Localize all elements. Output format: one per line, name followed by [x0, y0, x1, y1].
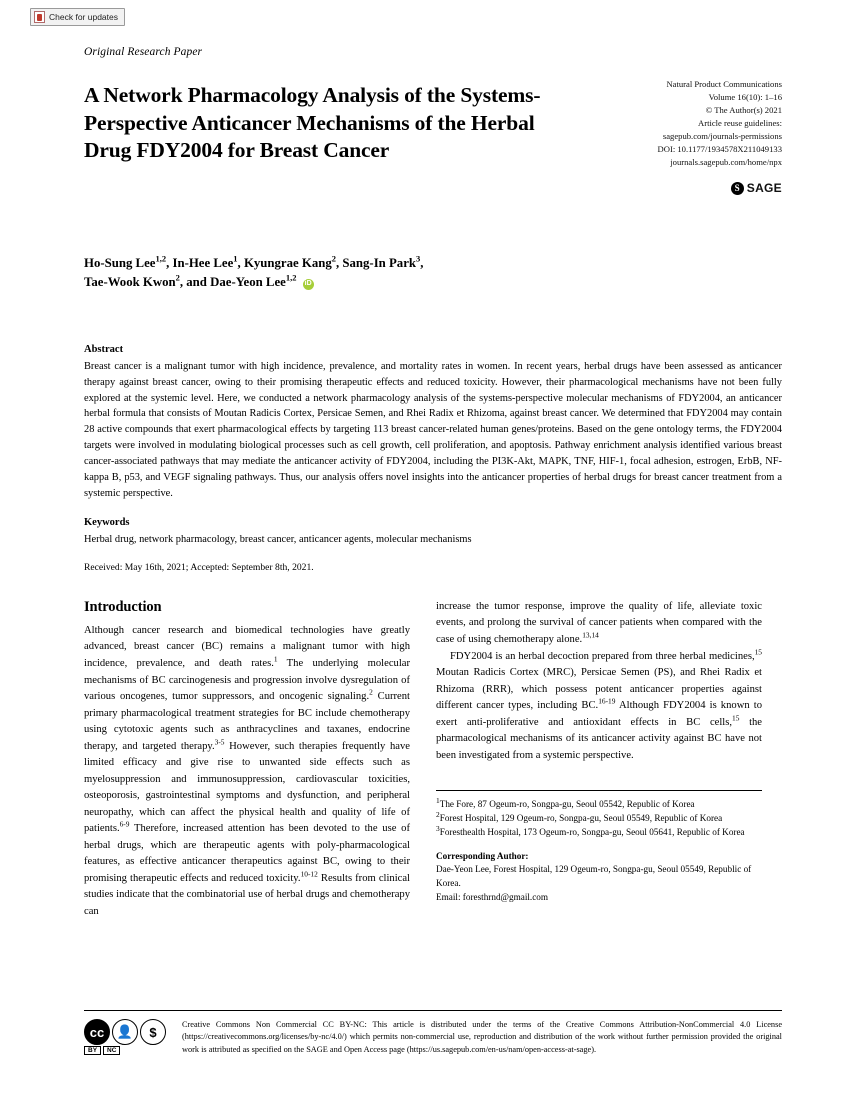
author-name-2[interactable]: In-Hee Lee$^1$ [172, 253, 238, 270]
author-list: Ho-Sung Lee$^{1,2}$, In-Hee Lee$^1$, Kyungrae Kang$^2$, Sang-In Park$^3$, Tae-Wook Kwon$^2$, and Dae-Yeon Lee$^{1,2}$ iD [84, 253, 424, 289]
cc-by-person-icon: 👤 [112, 1019, 138, 1045]
abstract-section [84, 344, 782, 501]
permissions-link[interactable]: sagepub.com/journals-permissions [662, 131, 782, 142]
sage-logo [607, 179, 782, 197]
author-name-4[interactable]: Sang-In Park$^3$ [342, 253, 421, 270]
cc-label-nc: NC [103, 1046, 120, 1055]
article-columns [84, 599, 782, 920]
title-and-journal-block [84, 76, 782, 198]
corresponding-author-email[interactable]: Email: foresthrnd@gmail.com [436, 891, 549, 902]
journal-name: Natural Product Communications [666, 79, 782, 89]
orcid-icon[interactable]: iD [303, 279, 314, 290]
author-name-5[interactable]: Tae-Wook Kwon$^2$ [84, 272, 180, 289]
author-name-1[interactable]: Ho-Sung Lee$^{1,2}$ [84, 253, 167, 270]
cc-icon: cc [84, 1019, 110, 1045]
keywords-section [84, 517, 782, 548]
cc-label-by: BY [84, 1046, 101, 1055]
keywords-text: Herbal drug, network pharmacology, breast cancer, anticancer agents, molecular mechanisms [84, 534, 472, 546]
author-name-3[interactable]: Kyungrae Kang$^2$ [243, 253, 336, 270]
reuse-guidelines-label: Article reuse guidelines: [698, 118, 782, 129]
intro-paragraph-3: FDY2004 is an herbal decoction prepared from three herbal medicines,$^{15}$ Moutan Radicis Cortex (MRC), Persicae Semen (PS), and Rhei Radix et Rhizoma (RRR), which possess potent anticancer properties against different cancer types, including BC.$^{16-19}$ Although FDY2004 is known to exert anti-proliferative and antioxidant effects in BC cells,$^{15}$ the pharmacological mechanisms of its anticancer activity against BC have not been investigated from a systemic perspective. [436, 646, 763, 761]
affiliation-3: $^3$Foresthealth Hospital, 173 Ogeum-ro, Songpa-gu, Seoul 05641, Republic of Korea [436, 823, 745, 837]
check-for-updates-label: Check for updates [49, 12, 118, 22]
column-left [84, 599, 410, 920]
introduction-heading: Introduction [84, 598, 162, 615]
keywords-heading: Keywords [84, 517, 130, 529]
affiliation-1: $^1$The Fore, 87 Ogeum-ro, Songpa-gu, Seoul 05542, Republic of Korea [436, 796, 695, 810]
sage-wordmark: SAGE [746, 181, 782, 196]
intro-paragraph-1: Although cancer research and biomedical technologies have greatly advanced, breast cancer (BC) remains a malignant tumor with high incidence, prevalence, and death rates.$^1$ The underlying molecular mechanisms of BC carcinogenesis and progression involve dysregulation of various oncogenes, tumor suppressors, and oncogenic signaling.$^2$ Current primary pharmacological treatment strategies for BC include chemotherapy using cytotoxic agents such as anthracyclines and taxanes, endocrine therapy, and targeted therapy.$^{3-5}$ However, such therapies frequently have limited efficacy and give rise to unwanted side effects such as myelosuppression and immunosuppression, cardiovascular toxicities, osteoporosis, gastrointestinal symptoms and dysfunction, and peripheral neuropathy, which can affect the physical health and quality of life of patients.$^{6-9}$ Therefore, increased attention has been devoted to the use of herbal drugs, which are therapeutic agents with poly-pharmacological features, as effective anticancer therapeutics against BC, owing to their promising therapeutic effects and reduced toxicity.$^{10-12}$ Results from clinical studies indicate that the combinatorial use of herbal drugs and chemotherapy can [84, 624, 411, 917]
page-title: A Network Pharmacology Analysis of the Systems-Perspective Anticancer Mechanisms of the Herbal Drug FDY2004 for Breast Cancer [84, 83, 541, 163]
journal-volume: Volume 16(10): 1–16 [708, 92, 782, 103]
license-footer [84, 1010, 782, 1056]
article-type-kicker: Original Research Paper [84, 46, 203, 58]
intro-paragraph-2: increase the tumor response, improve the quality of life, alleviate toxic events, and prolong the survival of cancer patients when compared with the case of using chemotherapy alone.$^{13,14}$ [436, 600, 762, 645]
corresponding-author-heading: Corresponding Author: [436, 850, 529, 861]
abstract-text: Breast cancer is a malignant tumor with high incidence, prevalence, and mortality rates in women. In recent years, herbal drugs have been assessed as anticancer therapy against breast cancer, owing to their promising therapeutic effects and reduced toxicity. However, their pharmacological mechanisms have not been fully explored at the systemic level. Here, we conducted a network pharmacology analysis of the systems-perspective molecular mechanisms of FDY2004, an anticancer herbal formula that consists of Moutan Radicis Cortex, Persicae Semen, and Rhei Radix et Rhizoma, against breast cancer. We determined that FDY2004 may contain 28 active compounds that exert pharmacological effects by targeting 113 breast cancer-related human genes/proteins. Based on the gene ontology terms, the FDY2004 targets were involved in modulating biological processes such as cell growth, cell proliferation, and apoptosis. Pathway enrichment analysis identified various breast cancer-associated pathways that may mediate the anticancer activity of FDY2004, including the PI3K-Akt, MAPK, TNF, HIF-1, focal adhesion, estrogen, ErbB, NF-kappa B, p53, and VEGF signaling pathways. Thus, our analysis offers novel insights into the anticancer properties of herbal drugs for breast cancer treatment from a systemic perspective. [84, 361, 782, 499]
license-text: Creative Commons Non Commercial CC BY-NC: This article is distributed under the terms of the Creative Commons Attribution-NonCommercial 4.0 License (https://creativecommons.org/licenses/by-nc/4.0/) which permits non-commercial use, reproduction and distribution of the work without further permission provided the original work is attributed as specified on the SAGE and Open Access page (https://us.sagepub.com/en-us/nam/open-access-at-sage). [182, 1020, 782, 1054]
corresponding-author-address: Dae-Yeon Lee, Forest Hospital, 129 Ogeum-ro, Songpa-gu, Seoul 05549, Republic of Korea. [436, 864, 752, 889]
author-name-6[interactable]: Dae-Yeon Lee$^{1,2}$ [210, 272, 297, 289]
doi-text[interactable]: DOI: 10.1177/1934578X211049133 [657, 144, 782, 155]
column-right [436, 599, 762, 920]
affiliation-2: $^2$Forest Hospital, 129 Ogeum-ro, Songpa-gu, Seoul 05549, Republic of Korea [436, 809, 723, 823]
journal-home-link[interactable]: journals.sagepub.com/home/npx [670, 157, 782, 168]
author-conjunction: and [186, 274, 207, 289]
sage-mark-icon: S [731, 182, 744, 195]
journal-metadata [607, 76, 782, 198]
affiliations-block [436, 790, 762, 905]
cc-nc-dollar-crossed-icon: $ [140, 1019, 166, 1045]
creative-commons-logo[interactable] [84, 1019, 170, 1055]
submission-history: Received: May 16th, 2021; Accepted: September 8th, 2021. [84, 561, 314, 573]
journal-copyright: © The Author(s) 2021 [705, 105, 782, 116]
abstract-heading: Abstract [84, 344, 124, 356]
